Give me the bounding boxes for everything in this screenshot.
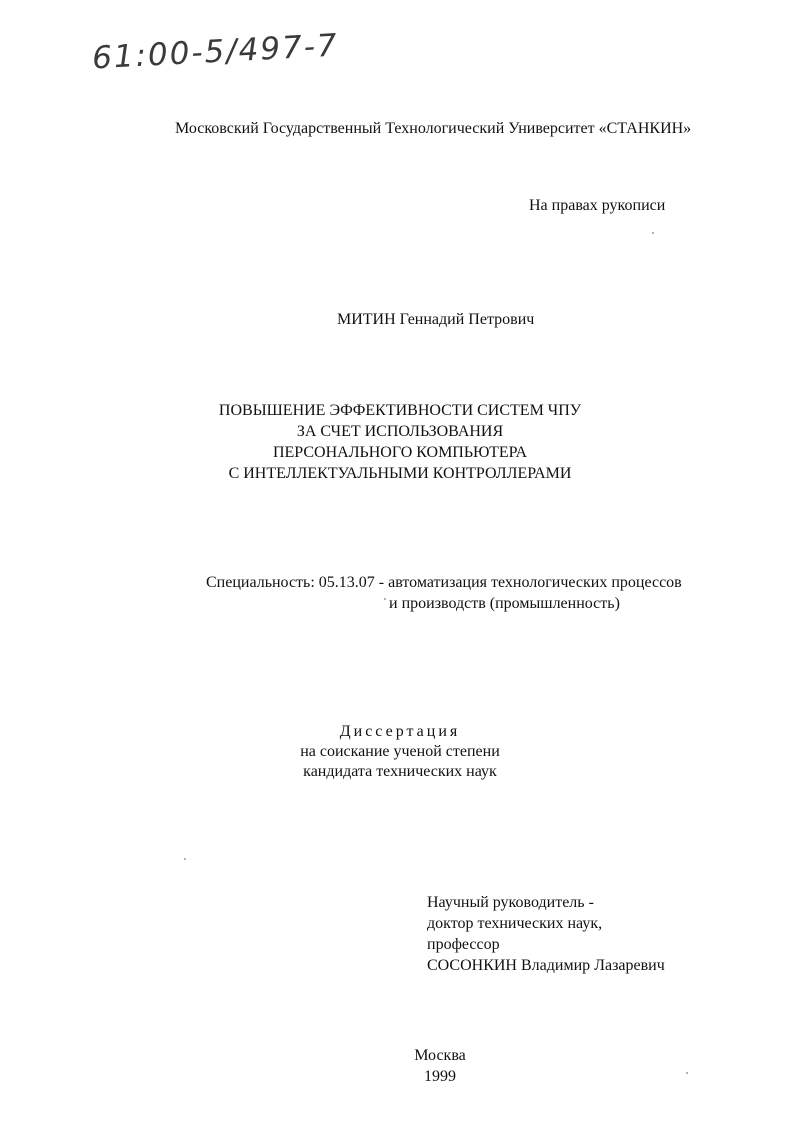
city: Москва <box>414 1047 466 1064</box>
title-line: С ИНТЕЛЛЕКТУАЛЬНЫМИ КОНТРОЛЛЕРАМИ <box>228 465 572 482</box>
city-year-block <box>360 1045 520 1087</box>
rights-note: На правах рукописи <box>529 197 666 214</box>
dissertation-title <box>150 400 650 484</box>
scan-speck <box>686 1072 688 1074</box>
supervisor-name: СОСОНКИН Владимир Лазаревич <box>427 957 665 974</box>
university-name: Московский Государственный Технологический Университет «СТАНКИН» <box>175 120 692 137</box>
supervisor-rank: профессор <box>427 936 500 953</box>
supervisor-degree: доктор технических наук, <box>427 915 603 932</box>
dissertation-block <box>280 722 520 782</box>
title-line: ПОВЫШЕНИЕ ЭФФЕКТИВНОСТИ СИСТЕМ ЧПУ <box>218 402 582 419</box>
specialty-line-2: и производств (промышленность) <box>389 595 620 612</box>
supervisor-block <box>427 892 665 976</box>
year: 1999 <box>424 1068 456 1085</box>
supervisor-role: Научный руководитель - <box>427 894 594 911</box>
scan-speck <box>184 858 186 860</box>
degree-line-1: на соискание ученой степени <box>300 743 500 760</box>
title-line: ПЕРСОНАЛЬНОГО КОМПЬЮТЕРА <box>272 444 528 461</box>
specialty-line-1: Специальность: 05.13.07 - автоматизация технологических процессов <box>206 574 682 591</box>
title-line: ЗА СЧЕТ ИСПОЛЬЗОВАНИЯ <box>296 423 504 440</box>
handwritten-archive-mark: 61:00-5/497-7 <box>91 27 340 77</box>
author-name: МИТИН Геннадий Петрович <box>337 311 535 328</box>
scan-speck <box>652 232 654 234</box>
dissertation-heading: Диссертация <box>339 723 461 740</box>
scan-speck <box>384 598 386 600</box>
degree-line-2: кандидата технических наук <box>303 763 497 780</box>
